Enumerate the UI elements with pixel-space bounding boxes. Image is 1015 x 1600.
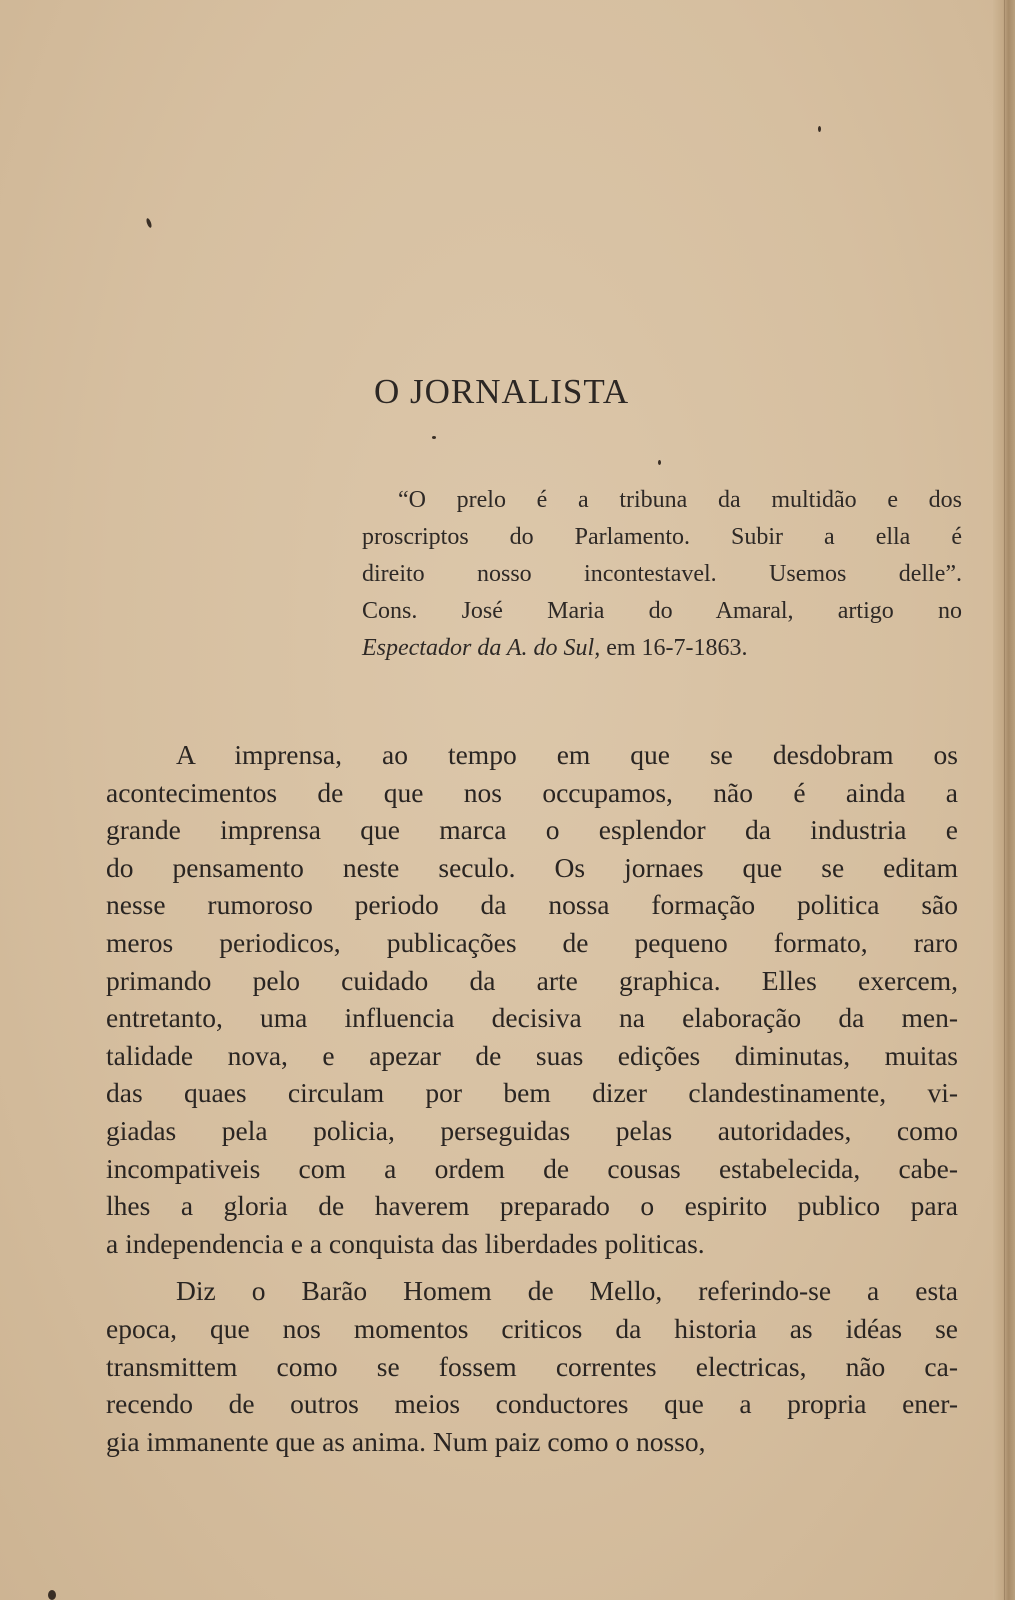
page-title: O JORNALISTA	[374, 372, 630, 411]
text-line: A imprensa, ao tempo em que se desdobram os	[176, 739, 958, 770]
paragraph	[106, 736, 958, 1262]
page-edge-line	[1004, 0, 1005, 1600]
ink-speck	[48, 1590, 56, 1600]
text-line: a independencia e a conquista das liberdades politicas.	[106, 1227, 705, 1259]
text-line: giadas pela policia, perseguidas pelas autoridades, como	[106, 1114, 958, 1146]
epigraph-citation	[362, 630, 962, 667]
text-line: entretanto, uma influencia decisiva na elaboração da men-	[106, 1002, 958, 1034]
text-line: gia immanente que as anima. Num paiz como o nosso,	[106, 1425, 706, 1457]
text-line: nesse rumoroso periodo da nossa formação politica são	[106, 889, 958, 921]
text-line: incompativeis com a ordem de cousas estabelecida, cabe-	[106, 1152, 958, 1184]
citation-source: Espectador da A. do Sul,	[362, 635, 601, 661]
text-line: meros periodicos, publicações de pequeno formato, raro	[106, 926, 958, 958]
text-line: do pensamento neste seculo. Os jornaes que se editam	[106, 851, 958, 883]
ink-speck	[432, 436, 436, 439]
epigraph-line: “O prelo é a tribuna da multidão e dos	[398, 487, 962, 513]
epigraph-line: Cons. José Maria do Amaral, artigo no	[362, 598, 962, 624]
text-line: das quaes circulam por bem dizer clandestinamente, vi-	[106, 1077, 958, 1109]
ink-speck	[145, 218, 152, 229]
text-line: primando pelo cuidado da arte graphica. Elles exercem,	[106, 964, 958, 996]
text-line: acontecimentos de que nos occupamos, não é ainda a	[106, 776, 958, 808]
paragraph	[106, 1272, 958, 1460]
epigraph-line: direito nosso incontestavel. Usemos delle”.	[362, 561, 962, 587]
text-line: Diz o Barão Homem de Mello, referindo-se a esta	[176, 1275, 958, 1307]
epigraph-line: proscriptos do Parlamento. Subir a ella é	[362, 524, 962, 550]
text-line: talidade nova, e apezar de suas edições diminutas, muitas	[106, 1039, 958, 1071]
ink-speck	[818, 126, 821, 132]
citation-date: em 16-7-1863.	[600, 635, 748, 661]
ink-speck	[658, 460, 661, 465]
body-text	[106, 736, 958, 1460]
epigraph	[362, 482, 962, 667]
text-line: transmittem como se fossem correntes electricas, não ca-	[106, 1350, 958, 1382]
text-line: recendo de outros meios conductores que a propria ener-	[106, 1388, 958, 1420]
text-line: grande imprensa que marca o esplendor da industria e	[106, 814, 958, 846]
text-line: epoca, que nos momentos criticos da historia as idéas se	[106, 1312, 958, 1344]
text-line: lhes a gloria de haverem preparado o espirito publico para	[106, 1190, 958, 1222]
